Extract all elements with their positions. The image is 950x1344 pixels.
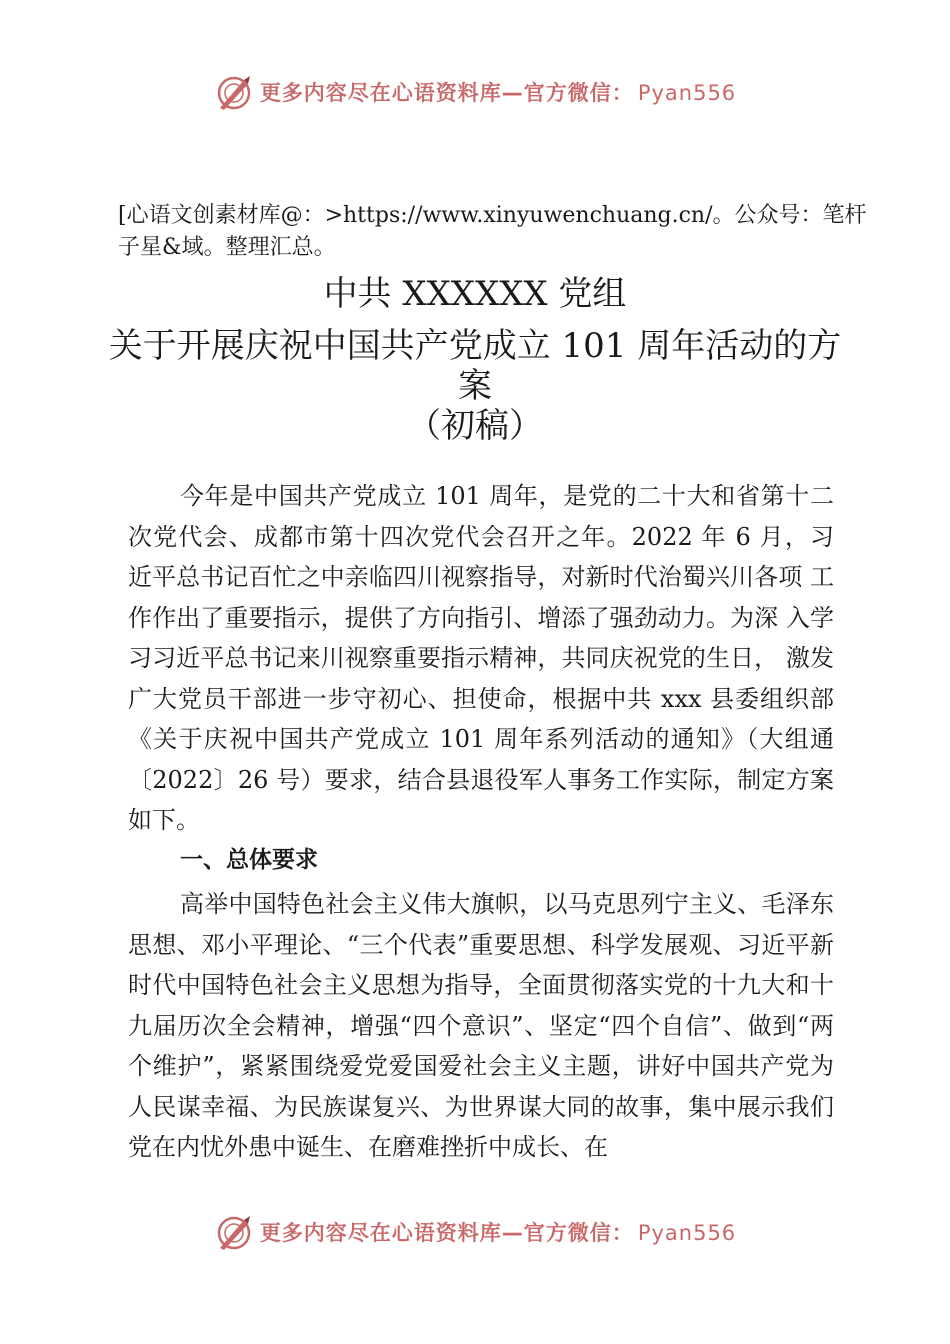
section-heading-1: 一、总体要求 <box>180 847 318 873</box>
pen-logo-icon <box>214 72 254 112</box>
footer-banner <box>0 1210 950 1254</box>
header-banner <box>0 70 950 114</box>
intro-paragraph: 今年是中国共产党成立 101 周年，是党的二十大和省第十二次党代会、成都市第十四次党代会召开之年。2022 年 6 月，习 近平总书记百忙之中亲临四川视察指导，对新时代治蜀兴川各项 工作作出了重要指示，提供了方向指引、增添了强劲动力。为深 入学习习近平总书记来川视察重要指示精神，共同庆祝党的生日， 激发广大党员干部进一步守初心、担使命，根据中共 xxx 县委组织部《关于庆祝中国共产党成立 101 周年系列活动的通知》（大组通〔2022〕26 号）要求，结合县退役军人事务工作实际，制定方案如下。 <box>128 482 834 834</box>
banner-text <box>260 77 736 107</box>
doc-title-line-3: 案 <box>458 366 492 406</box>
requirements-paragraph: 高举中国特色社会主义伟大旗帜，以马克思列宁主义、毛泽东思想、邓小平理论、“三个代表”重要思想、科学发展观、习近平新时代中国特色社会主义思想为指导，全面贯彻落实党的十九大和十九届历次全会精神，增强“四个意识”、坚定“四个自信”、做到“两个维护”，紧紧围绕爱党爱国爱社会主义主题，讲好中国共产党为人民谋幸福、为民族谋复兴、为世界谋大同的故事，集中展示我们党在内忧外患中诞生、在磨难挫折中成长、在 <box>128 890 834 1161</box>
doc-title-line-1: 中共 XXXXXX 党组 <box>323 274 627 314</box>
banner-text-cn: 更多内容尽在心语资料库—官方微信： <box>259 81 634 105</box>
doc-title-draft: （初稿） <box>407 406 543 446</box>
banner-text-cn: 更多内容尽在心语资料库—官方微信： <box>259 1221 634 1245</box>
pen-logo-icon <box>214 1212 254 1252</box>
banner-wechat-id: Pyan556 <box>637 81 737 105</box>
doc-title-line-2: 关于开展庆祝中国共产党成立 101 周年活动的方 <box>108 326 842 366</box>
banner-text <box>260 1217 736 1247</box>
banner-wechat-id: Pyan556 <box>637 1221 737 1245</box>
source-note: [心语文创素材库@：>https://www.xinyuwenchuang.cn/。公众号：笔杆子星&域。整理汇总。 <box>118 203 867 260</box>
